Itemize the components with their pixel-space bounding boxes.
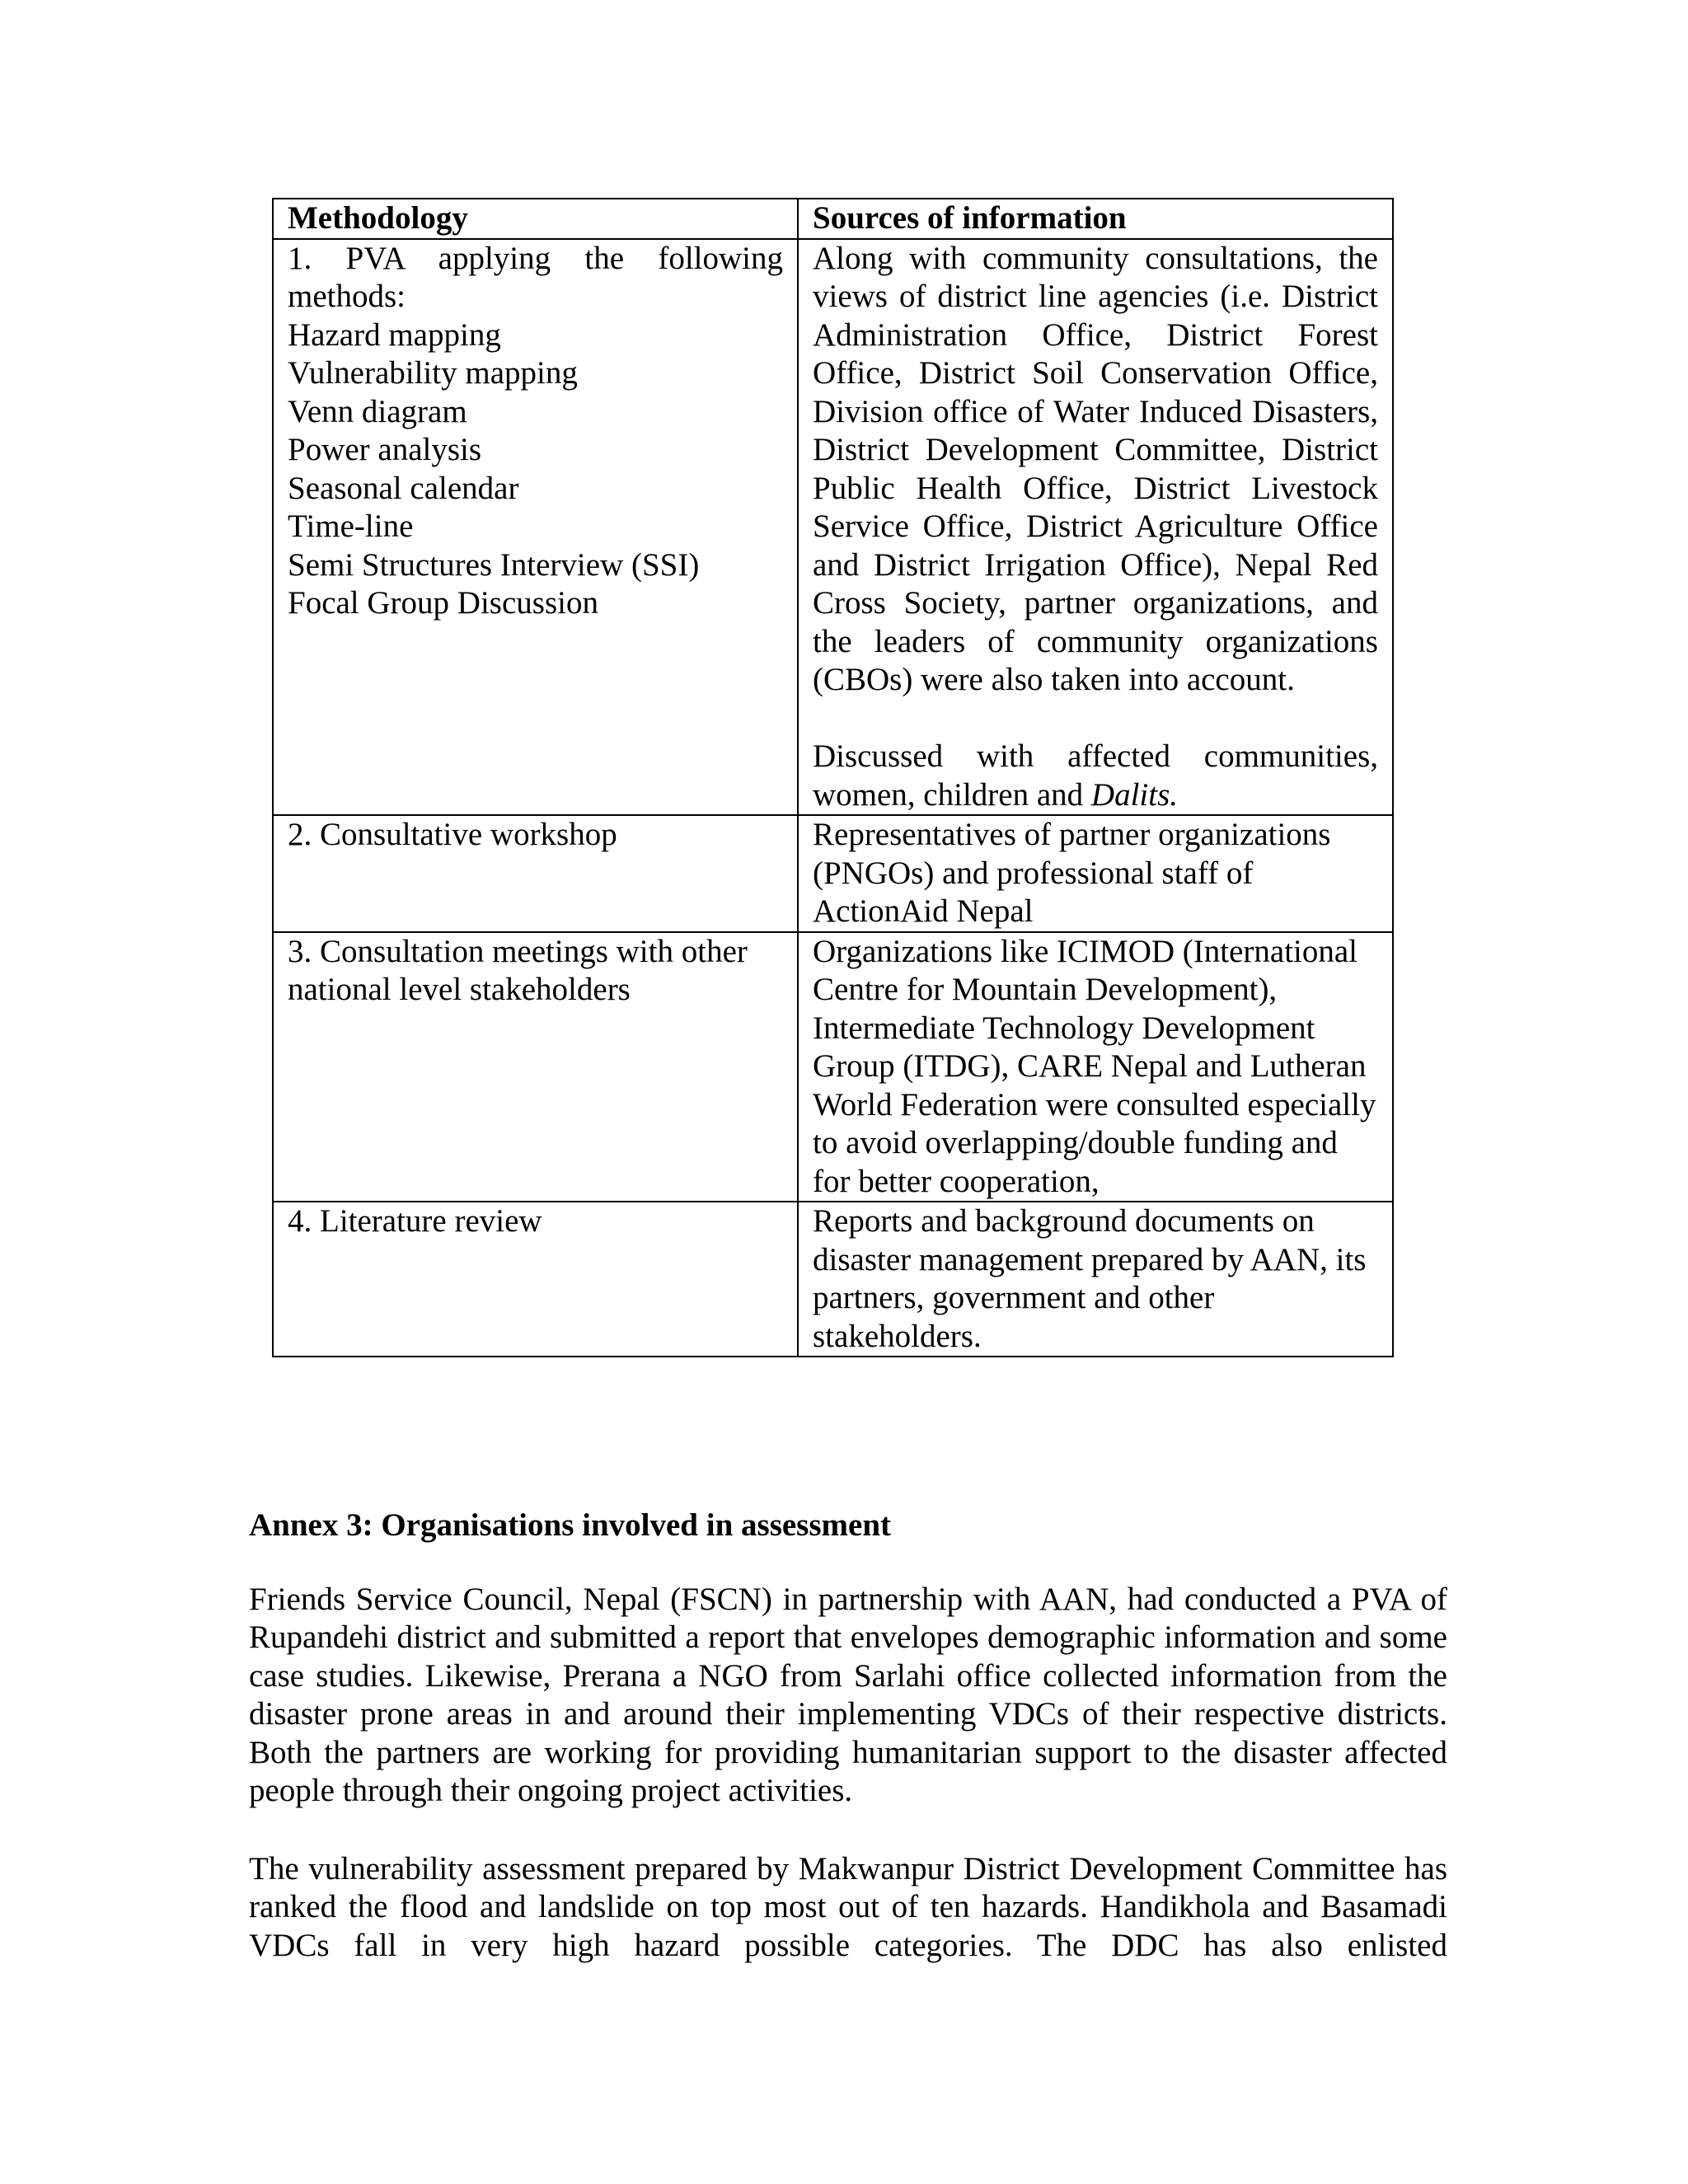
- annex-paragraph: The vulnerability assessment prepared by Makwanpur District Development Committee has ranked the flood and landslide on top most out of ten hazards. Handikhola and Basamadi VDCs fall in very high hazard possible categories. The DDC has also enlisted: [249, 1851, 1447, 1963]
- method-list-item: Power analysis: [288, 432, 482, 467]
- paragraph-gap: [813, 700, 1378, 738]
- method-list-item: Vulnerability mapping: [288, 355, 578, 391]
- source-cell: Representatives of partner organizations (PNGOs) and professional staff of ActionAid Nepal: [798, 815, 1393, 932]
- annex-paragraph: Friends Service Council, Nepal (FSCN) in partnership with AAN, had conducted a PVA of Rupandehi district and submitted a report that envelopes demographic information and some case studies. Likewise, Prerana a NGO from Sarlahi office collected information from the disaster prone areas in and around their implementing VDCs of their respective districts. Both the partners are working for providing humanitarian support to the disaster affected people through their ongoing project activities.: [249, 1582, 1447, 1809]
- methodology-table: [272, 198, 1394, 1357]
- method-list-item: Semi Structures Interview (SSI): [288, 546, 700, 583]
- method-list-item: Hazard mapping: [288, 316, 501, 353]
- table-row: [273, 932, 1393, 1202]
- method-intro: 1. PVA applying the following methods:: [288, 240, 783, 314]
- table-row: [273, 239, 1393, 816]
- method-list-item: Seasonal calendar: [288, 470, 519, 506]
- dalits-emphasis: Dalits.: [1090, 776, 1179, 813]
- method-list-item: Venn diagram: [288, 393, 467, 429]
- method-cell: 2. Consultative workshop: [273, 815, 798, 932]
- method-cell: 4. Literature review: [273, 1202, 798, 1357]
- annex-heading: Annex 3: Organisations involved in assessment: [249, 1507, 892, 1543]
- method-cell: [273, 239, 798, 816]
- source-text-2: [813, 738, 1378, 814]
- header-sources: Sources of information: [798, 199, 1393, 239]
- source-cell: Organizations like ICIMOD (International Centre for Mountain Development), Intermediate Technology Development Group (ITDG), CARE Nepal and Lutheran World Federation were consulted especially to avoid overlapping/double funding and for better cooperation,: [798, 932, 1393, 1202]
- method-cell: 3. Consultation meetings with other national level stakeholders: [273, 932, 798, 1202]
- table-row: [273, 815, 1393, 932]
- source-cell: Reports and background documents on disaster management prepared by AAN, its partners, government and other stakeholders.: [798, 1202, 1393, 1357]
- method-list-item: Focal Group Discussion: [288, 585, 598, 621]
- header-methodology: Methodology: [273, 199, 798, 239]
- method-list-item: Time-line: [288, 509, 414, 544]
- table-header-row: [273, 199, 1393, 239]
- source-text: Along with community consultations, the views of district line agencies (i.e. District Administration Office, District Forest Office, District Soil Conservation Office, Division office of Water Induced Disasters, District Development Committee, District Public Health Office, District Livestock Service Office, District Agriculture Office and District Irrigation Office), Nepal Red Cross Society, partner organizations, and the leaders of community organizations (CBOs) were also taken into account.: [813, 240, 1378, 697]
- table-row: [273, 1202, 1393, 1357]
- source-cell: [798, 239, 1393, 816]
- source-text-2-main: Discussed with affected communities, women, children and: [813, 738, 1378, 813]
